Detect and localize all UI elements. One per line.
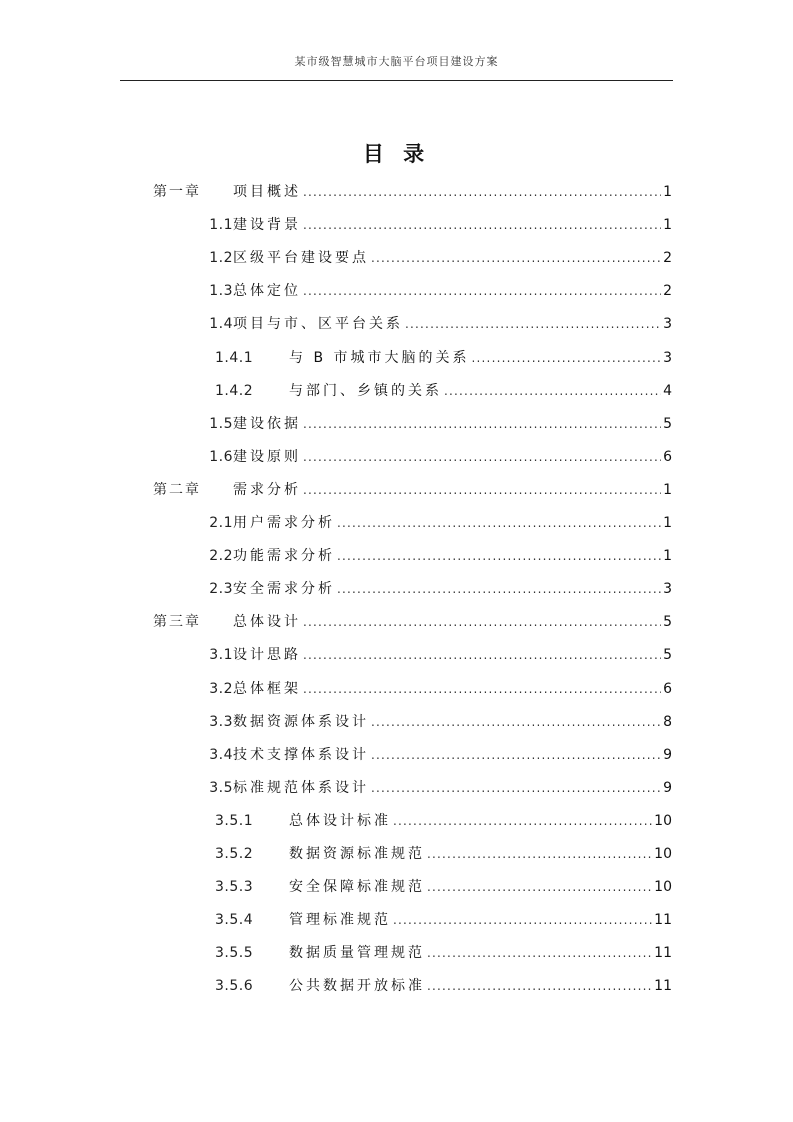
toc-entry-number: 3.5.4 bbox=[215, 912, 254, 929]
toc-dot-leader bbox=[444, 379, 661, 403]
toc-entry-number: 3.2 bbox=[209, 680, 233, 697]
toc-entry-label: 项目概述 bbox=[233, 184, 301, 200]
toc-entry-label: 与 B 市城市大脑的关系 bbox=[289, 349, 470, 366]
toc-entry-label: 区级平台建设要点 bbox=[233, 250, 369, 267]
toc-entry[interactable] bbox=[180, 213, 672, 237]
toc-dot-leader bbox=[337, 544, 661, 568]
toc-entry[interactable] bbox=[180, 312, 672, 336]
toc-entry-label: 与部门、乡镇的关系 bbox=[289, 382, 442, 399]
toc-dot-leader bbox=[303, 279, 661, 303]
toc-entry-label: 总体定位 bbox=[233, 283, 301, 300]
toc-entry-page-number: 5 bbox=[663, 415, 672, 432]
toc-dot-leader bbox=[427, 941, 652, 965]
toc-dot-leader bbox=[303, 445, 661, 469]
toc-entry-page-number: 11 bbox=[654, 978, 672, 995]
toc-entry[interactable] bbox=[180, 776, 672, 800]
header-divider bbox=[120, 80, 673, 81]
toc-entry-page-number: 1 bbox=[663, 217, 672, 234]
toc-entry-page-number: 1 bbox=[663, 548, 672, 565]
toc-entry-label: 功能需求分析 bbox=[233, 548, 335, 565]
toc-entry[interactable] bbox=[215, 809, 672, 833]
toc-entry[interactable] bbox=[180, 577, 672, 601]
toc-entry-number: 1.6 bbox=[209, 448, 233, 465]
toc-entry-page-number: 10 bbox=[654, 846, 672, 862]
toc-entry[interactable] bbox=[180, 412, 672, 436]
toc-entry-page-number: 1 bbox=[663, 184, 672, 200]
toc-entry[interactable] bbox=[180, 445, 672, 469]
toc-entry-page-number: 8 bbox=[663, 713, 672, 730]
toc-entry-number: 2.3 bbox=[209, 581, 233, 598]
toc-dot-leader bbox=[371, 246, 661, 270]
toc-entry-number: 1.5 bbox=[209, 415, 233, 432]
toc-dot-leader bbox=[371, 710, 661, 734]
toc-dot-leader bbox=[303, 412, 661, 436]
toc-entry-number: 3.3 bbox=[209, 713, 233, 730]
toc-entry-label: 总体设计 bbox=[233, 614, 301, 631]
toc-entry-number: 3.4 bbox=[209, 746, 233, 763]
toc-entry-label: 总体设计标准 bbox=[289, 812, 391, 829]
toc-dot-leader bbox=[393, 809, 652, 833]
toc-entry-number: 2.1 bbox=[209, 515, 233, 531]
toc-entry-page-number: 10 bbox=[654, 879, 672, 896]
toc-entry-page-number: 3 bbox=[663, 581, 672, 598]
toc-dot-leader bbox=[405, 312, 661, 336]
toc-entry[interactable] bbox=[215, 875, 672, 899]
toc-entry-page-number: 9 bbox=[663, 779, 672, 796]
toc-dot-leader bbox=[303, 643, 661, 667]
toc-entry-number: 3.5.3 bbox=[215, 879, 254, 896]
toc-entry-page-number: 2 bbox=[663, 283, 672, 300]
toc-entry-label: 项目与市、区平台关系 bbox=[233, 316, 403, 333]
toc-dot-leader bbox=[303, 677, 661, 701]
toc-dot-leader bbox=[427, 842, 652, 866]
toc-entry[interactable] bbox=[215, 346, 672, 370]
toc-dot-leader bbox=[303, 213, 661, 237]
toc-dot-leader bbox=[393, 908, 652, 932]
toc-entry-label: 设计思路 bbox=[233, 647, 301, 664]
toc-entry-number: 3.5.1 bbox=[215, 812, 254, 829]
toc-entry[interactable] bbox=[153, 180, 672, 204]
toc-entry-number: 1.2 bbox=[209, 250, 233, 267]
toc-entry-label: 数据资源体系设计 bbox=[233, 713, 369, 730]
toc-entry[interactable] bbox=[180, 544, 672, 568]
toc-entry-label: 公共数据开放标准 bbox=[289, 978, 425, 995]
toc-entry-number: 1.4.2 bbox=[215, 382, 254, 399]
toc-entry-label: 建设背景 bbox=[233, 217, 301, 234]
toc-dot-leader bbox=[303, 180, 661, 204]
toc-entry-label: 数据资源标准规范 bbox=[289, 846, 425, 862]
toc-entry-page-number: 6 bbox=[663, 680, 672, 697]
toc-entry[interactable] bbox=[153, 478, 672, 502]
toc-entry-label: 数据质量管理规范 bbox=[289, 945, 425, 962]
toc-entry-number: 第一章 bbox=[153, 184, 201, 200]
toc-entry-page-number: 11 bbox=[654, 945, 672, 962]
toc-entry[interactable] bbox=[180, 511, 672, 535]
toc-entry[interactable] bbox=[180, 677, 672, 701]
toc-entry-label: 安全保障标准规范 bbox=[289, 879, 425, 896]
toc-entry-page-number: 1 bbox=[663, 481, 672, 498]
toc-entry-page-number: 5 bbox=[663, 614, 672, 631]
toc-entry-page-number: 1 bbox=[663, 515, 672, 531]
toc-entry-page-number: 9 bbox=[663, 746, 672, 763]
toc-entry-number: 1.3 bbox=[209, 283, 233, 300]
toc-dot-leader bbox=[472, 346, 662, 370]
toc-entry-number: 3.5.2 bbox=[215, 846, 254, 862]
toc-dot-leader bbox=[427, 974, 652, 998]
toc-entry-label: 技术支撑体系设计 bbox=[233, 746, 369, 763]
toc-entry[interactable] bbox=[180, 279, 672, 303]
toc-entry-page-number: 6 bbox=[663, 448, 672, 465]
toc-entry-page-number: 10 bbox=[654, 812, 672, 829]
toc-entry-number: 3.5 bbox=[209, 779, 233, 796]
toc-entry-number: 第二章 bbox=[153, 481, 201, 498]
toc-entry-number: 2.2 bbox=[209, 548, 233, 565]
toc-entry[interactable] bbox=[180, 246, 672, 270]
toc-entry-number: 3.1 bbox=[209, 647, 233, 664]
toc-entry[interactable] bbox=[215, 974, 672, 998]
toc-dot-leader bbox=[303, 478, 661, 502]
toc-entry-number: 1.1 bbox=[209, 217, 233, 234]
toc-entry-page-number: 3 bbox=[663, 316, 672, 333]
toc-entry[interactable] bbox=[153, 610, 672, 634]
toc-dot-leader bbox=[337, 577, 661, 601]
toc-entry-number: 1.4 bbox=[209, 316, 233, 333]
toc-entry-page-number: 5 bbox=[663, 647, 672, 664]
toc-entry[interactable] bbox=[180, 710, 672, 734]
toc-entry-number: 1.4.1 bbox=[215, 349, 254, 366]
toc-entry-label: 管理标准规范 bbox=[289, 912, 391, 929]
toc-entry-label: 总体框架 bbox=[233, 680, 301, 697]
toc-dot-leader bbox=[371, 743, 661, 767]
toc-entry[interactable] bbox=[215, 379, 672, 403]
toc-dot-leader bbox=[337, 511, 661, 535]
toc-entry-number: 3.5.6 bbox=[215, 978, 254, 995]
running-header: 某市级智慧城市大脑平台项目建设方案 bbox=[294, 55, 499, 68]
toc-entry-label: 标准规范体系设计 bbox=[233, 779, 369, 796]
toc-entry[interactable] bbox=[215, 941, 672, 965]
toc-entry-page-number: 11 bbox=[654, 912, 672, 929]
toc-entry[interactable] bbox=[215, 908, 672, 932]
toc-dot-leader bbox=[303, 610, 661, 634]
toc-entry-label: 需求分析 bbox=[233, 481, 301, 498]
toc-entry[interactable] bbox=[180, 743, 672, 767]
toc-entry-page-number: 4 bbox=[663, 382, 672, 399]
toc-entry-label: 建设依据 bbox=[233, 415, 301, 432]
toc-entry-page-number: 3 bbox=[663, 349, 672, 366]
toc-entry-number: 第三章 bbox=[153, 614, 201, 631]
toc-entry-number: 3.5.5 bbox=[215, 945, 254, 962]
toc-entry[interactable] bbox=[180, 643, 672, 667]
toc-entry-label: 安全需求分析 bbox=[233, 581, 335, 598]
toc-entry-label: 用户需求分析 bbox=[233, 515, 335, 531]
toc-entry-page-number: 2 bbox=[663, 250, 672, 267]
toc-entry-label: 建设原则 bbox=[233, 448, 301, 465]
toc-dot-leader bbox=[427, 875, 652, 899]
toc-dot-leader bbox=[371, 776, 661, 800]
toc-entry[interactable] bbox=[215, 842, 672, 866]
toc-title: 目 录 bbox=[362, 142, 431, 166]
